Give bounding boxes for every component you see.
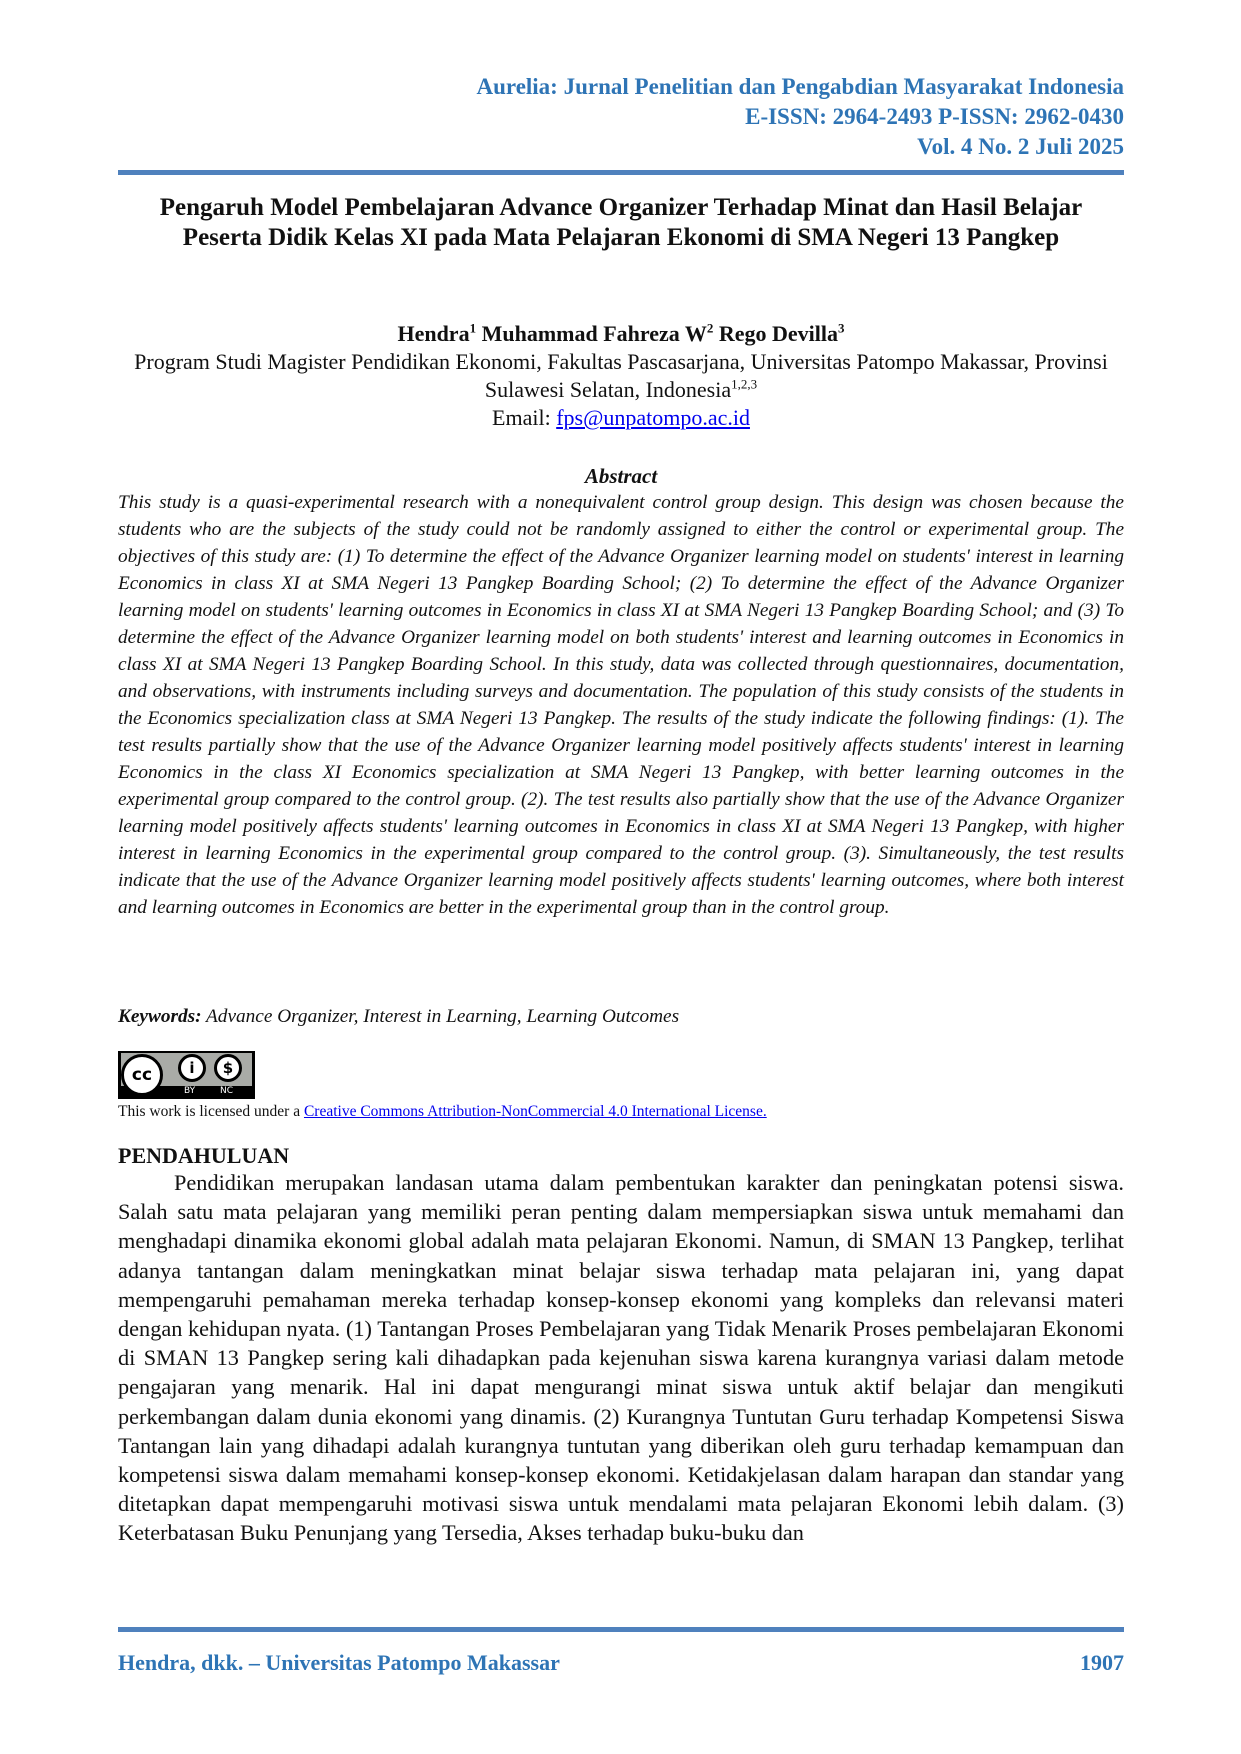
affiliation-mark: 1,2,3 [731,376,758,392]
affiliation-text: Program Studi Magister Pendidikan Ekonomi, Fakultas Pascasarjana, Universitas Patompo Makassar, Provinsi Sulawesi Selatan, Indonesia [134,349,1108,402]
footer-authors: Hendra, dkk. – Universitas Patompo Makassar [118,1650,560,1675]
journal-header [477,72,1125,162]
noncommercial-icon: $ [214,1054,242,1082]
article-title: Pengaruh Model Pembelajaran Advance Organizer Terhadap Minat dan Hasil Belajar Peserta Didik Kelas XI pada Mata Pelajaran Ekonomi di SMA Negeri 13 Pangkep [159,194,1083,251]
keywords [118,1003,1124,1030]
footer-divider [118,1627,1124,1632]
license-prefix: This work is licensed under a [118,1103,301,1120]
attribution-icon: i [178,1054,206,1082]
author-name: Rego Devilla [718,321,839,346]
abstract-heading: Abstract [584,464,658,488]
author-affiliation-mark: 3 [838,320,845,336]
affiliation [118,348,1124,404]
author-affiliation-mark: 2 [706,320,714,336]
cc-icon: cc [121,1054,163,1096]
email-link[interactable]: fps@unpatompo.ac.id [556,405,750,430]
email-label: Email: [492,405,551,430]
journal-volume: Vol. 4 No. 2 Juli 2025 [917,134,1124,159]
journal-issn: E-ISSN: 2964-2493 P-ISSN: 2962-0430 [745,104,1124,129]
keywords-label: Keywords: [118,1006,202,1027]
page-number: 1907 [1080,1650,1124,1675]
by-label: BY [184,1086,196,1096]
nc-label: NC [220,1086,234,1096]
header-divider [118,170,1124,175]
author-affiliation-mark: 1 [469,320,477,336]
section-heading: PENDAHULUAN [118,1143,290,1168]
license-link[interactable]: Creative Commons Attribution-NonCommercial 4.0 International License. [303,1103,767,1120]
author-list [118,320,1124,348]
body-paragraph: Pendidikan merupakan landasan utama dalam pembentukan karakter dan peningkatan potensi siswa. Salah satu mata pelajaran yang memiliki peran penting dalam mempersiapkan siswa untuk memahami dan menghadapi dinamika ekonomi global adalah mata pelajaran Ekonomi. Namun, di SMAN 13 Pangkep, terlihat adanya tantangan dalam meningkatkan minat belajar siswa terhadap mata pelajaran ini, yang dapat mempengaruhi pemahaman mereka terhadap konsep-konsep ekonomi yang kompleks dan relevansi materi dengan kehidupan nyata. (1) Tantangan Proses Pembelajaran yang Tidak Menarik Proses pembelajaran Ekonomi di SMAN 13 Pangkep sering kali dihadapkan pada kejenuhan siswa karena kurangnya variasi dalam metode pengajaran yang menarik. Hal ini dapat mengurangi minat siswa untuk aktif belajar dan mengikuti perkembangan dalam dunia ekonomi yang dinamis. (2) Kurangnya Tuntutan Guru terhadap Kompetensi Siswa Tantangan lain yang dihadapi adalah kurangnya tuntutan yang diberikan oleh guru terhadap kemampuan dan kompetensi siswa dalam memahami konsep-konsep ekonomi. Ketidakjelasan dalam harapan dan standar yang ditetapkan dapat mempengaruhi motivasi siswa untuk mendalami mata pelajaran Ekonomi lebih dalam. (3) Keterbatasan Buku Penunjang yang Tersedia, Akses terhadap buku-buku dan [118,1170,1124,1546]
license-statement [118,1103,767,1121]
keywords-text: Advance Organizer, Interest in Learning, Learning Outcomes [206,1006,680,1027]
author-name: Muhammad Fahreza W [481,321,707,346]
journal-name: Aurelia: Jurnal Penelitian dan Pengabdian Masyarakat Indonesia [476,74,1124,99]
contact-email [118,404,1124,432]
cc-license-badge[interactable] [118,1051,255,1099]
author-name: Hendra [397,321,470,346]
abstract-text: This study is a quasi-experimental research with a nonequivalent control group design. This design was chosen because the students who are the subjects of the study could not be randomly assigned to either the control or experimental group. The objectives of this study are: (1) To determine the effect of the Advance Organizer learning model on students' interest in learning Economics in class XI at SMA Negeri 13 Pangkep Boarding School; (2) To determine the effect of the Advance Organizer learning model on students' learning outcomes in Economics in class XI at SMA Negeri 13 Pangkep Boarding School; and (3) To determine the effect of the Advance Organizer learning model on both students' interest and learning outcomes in Economics in class XI at SMA Negeri 13 Pangkep Boarding School. In this study, data was collected through questionnaires, documentation, and observations, with instruments including surveys and documentation. The population of this study consists of the students in the Economics specialization class at SMA Negeri 13 Pangkep. The results of the study indicate the following findings: (1). The test results partially show that the use of the Advance Organizer learning model positively affects students' interest in learning Economics in the class XI Economics specialization at SMA Negeri 13 Pangkep, with better learning outcomes in the experimental group compared to the control group. (2). The test results also partially show that the use of the Advance Organizer learning model positively affects students' learning outcomes in Economics in class XI at SMA Negeri 13 Pangkep, with higher interest in learning Economics in the experimental group compared to the control group. (3). Simultaneously, the test results indicate that the use of the Advance Organizer learning model positively affects students' learning outcomes, where both interest and learning outcomes in Economics are better in the experimental group than in the control group. [118,492,1124,918]
